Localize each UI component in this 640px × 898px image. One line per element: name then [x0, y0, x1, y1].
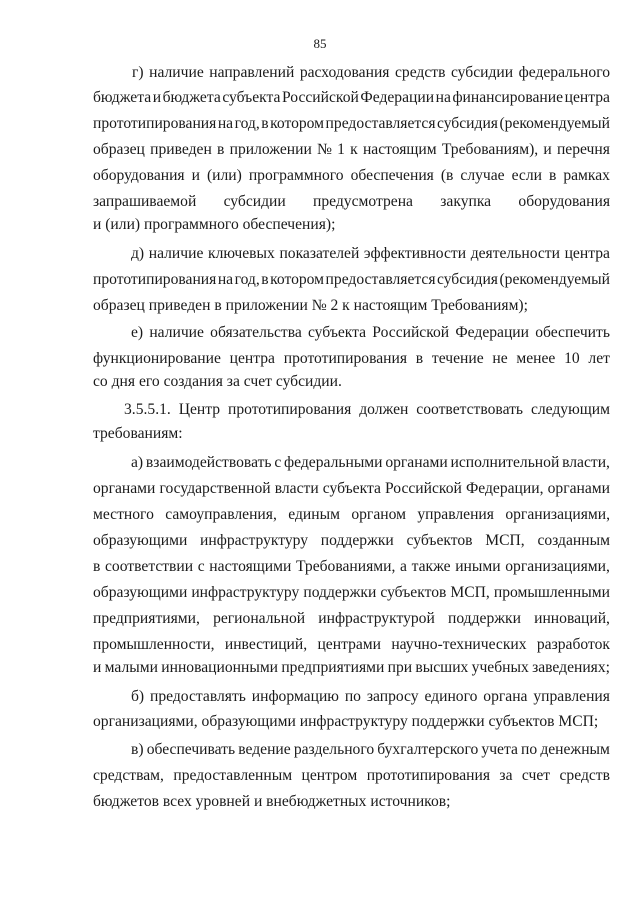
text-line: д) наличие ключевых показателей эффективности деятельности центра	[131, 245, 610, 262]
text-line: органами государственной власти субъекта Российской Федерации, органами	[93, 480, 610, 497]
text-line: и (или) программного обеспечения);	[93, 216, 336, 233]
text-line: бюджета и бюджета субъекта Российской Федерации на финансирование центра	[93, 89, 610, 106]
text-line: предприятиями, региональной инфраструктурой поддержки инноваций,	[93, 610, 610, 627]
text-line: а) взаимодействовать с федеральными органами исполнительной власти,	[131, 454, 610, 471]
text-line: промышленности, инвестиций, центрами научно-технических разработок	[93, 636, 610, 653]
text-line: оборудования и (или) программного обеспечения (в случае если в рамках	[93, 167, 610, 184]
text-line: местного самоуправления, единым органом управления организациями,	[93, 506, 610, 523]
text-line: запрашиваемой субсидии предусмотрена закупка оборудования	[93, 193, 610, 210]
text-line: г) наличие направлений расходования средств субсидии федерального	[132, 64, 610, 81]
text-line: образец приведен в приложении № 2 к настоящим Требованиям);	[93, 297, 528, 314]
text-line: со дня его создания за счет субсидии.	[93, 373, 342, 390]
text-line: е) наличие обязательства субъекта Российской Федерации обеспечить	[131, 324, 610, 341]
text-line: требованиям:	[93, 425, 183, 442]
text-line: прототипирования на год, в котором предоставляется субсидия (рекомендуемый	[93, 271, 610, 288]
text-line: функционирование центра прототипирования в течение не менее 10 лет	[93, 350, 610, 367]
text-line: бюджетов всех уровней и внебюджетных источников;	[93, 793, 451, 810]
page-number: 85	[313, 36, 327, 51]
text-line: прототипирования на год, в котором предоставляется субсидия (рекомендуемый	[93, 115, 610, 132]
text-line: образующими инфраструктуру поддержки субъектов МСП, созданным	[93, 532, 610, 549]
text-line: образующими инфраструктуру поддержки субъектов МСП, промышленными	[93, 584, 610, 601]
text-line: средствам, предоставленным центром прототипирования за счет средств	[93, 767, 610, 784]
text-line: организациями, образующими инфраструктуру поддержки субъектов МСП;	[93, 713, 599, 730]
text-line: 3.5.5.1. Центр прототипирования должен соответствовать следующим	[124, 401, 610, 418]
text-line: в соответствии с настоящими Требованиями, а также иными организациями,	[93, 558, 610, 575]
text-line: и малыми инновационными предприятиями при высших учебных заведениях;	[93, 659, 610, 676]
text-line: образец приведен в приложении № 1 к настоящим Требованиям), и перечня	[93, 141, 610, 158]
text-line: в) обеспечивать ведение раздельного бухгалтерского учета по денежным	[131, 741, 610, 758]
text-line: б) предоставлять информацию по запросу единого органа управления	[131, 688, 610, 705]
